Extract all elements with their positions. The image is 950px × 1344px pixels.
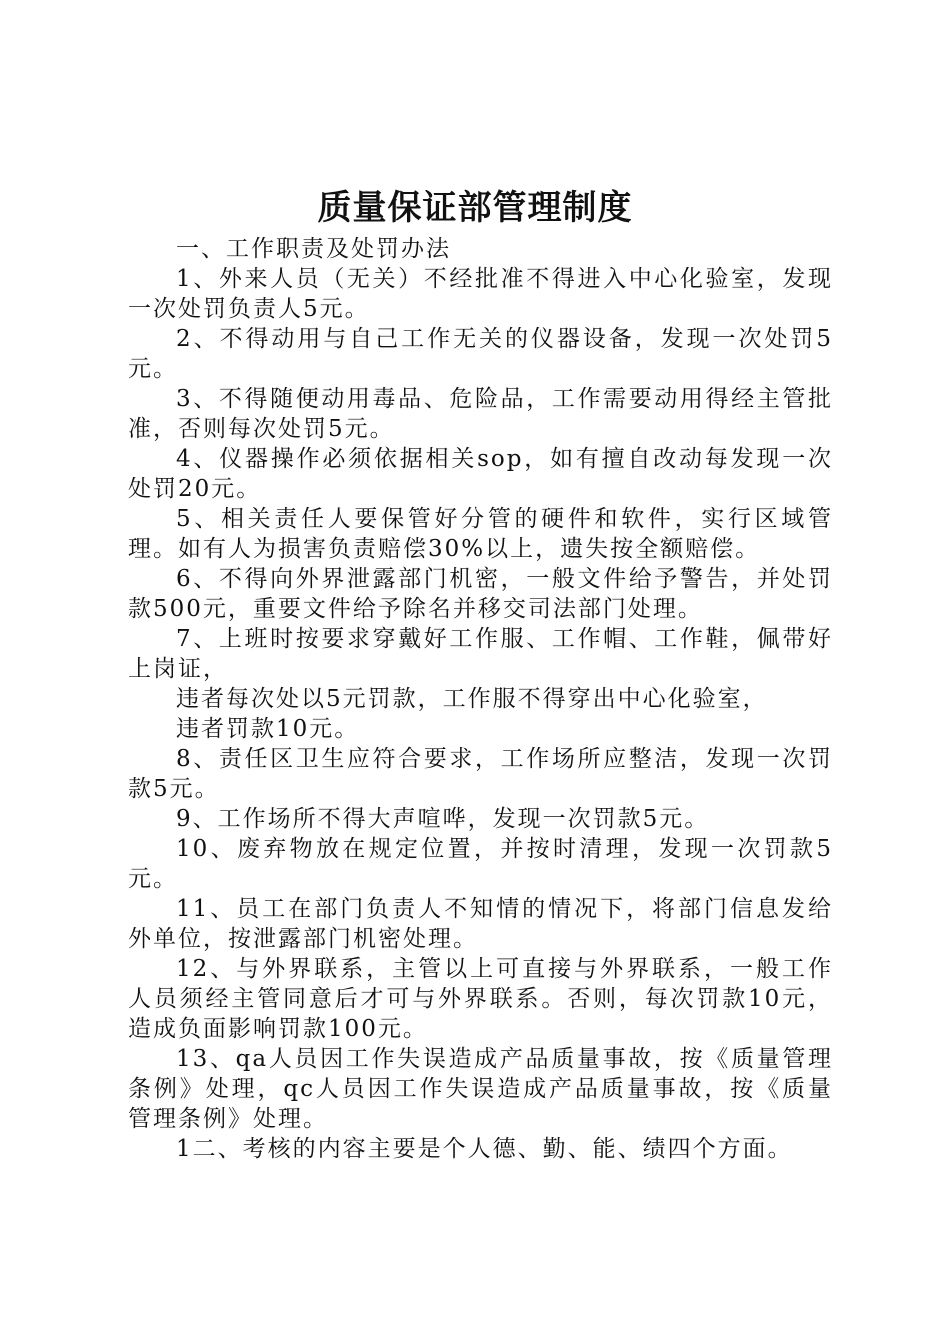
rule-item-11: 11、员工在部门负责人不知情的情况下，将部门信息发给外单位，按泄露部门机密处理。 (128, 896, 833, 952)
rule-item-9: 9、工作场所不得大声喧哗，发现一次罚款5元。 (176, 806, 710, 832)
rule-item-3: 3、不得随便动用毒品、危险品，工作需要动用得经主管批准，否则每次处罚5元。 (128, 386, 833, 442)
rule-item-2: 2、不得动用与自己工作无关的仪器设备，发现一次处罚5元。 (128, 326, 833, 382)
rule-item-7-continuation-2: 违者罚款10元。 (176, 716, 360, 742)
rule-item-8: 8、责任区卫生应符合要求，工作场所应整洁，发现一次罚款5元。 (128, 746, 833, 802)
section-heading-assessment: 1二、考核的内容主要是个人德、勤、能、绩四个方面。 (176, 1136, 793, 1162)
rule-item-12: 12、与外界联系，主管以上可直接与外界联系，一般工作人员须经主管同意后才可与外界联系。否则，每次罚款10元，造成负面影响罚款100元。 (128, 956, 833, 1042)
rule-item-7: 7、上班时按要求穿戴好工作服、工作帽、工作鞋，佩带好上岗证， (128, 626, 833, 682)
section-heading-duties: 一、工作职责及处罚办法 (176, 236, 451, 262)
rule-item-10: 10、废弃物放在规定位置，并按时清理，发现一次罚款5元。 (128, 836, 833, 892)
rule-item-13: 13、qa人员因工作失误造成产品质量事故，按《质量管理条例》处理，qc人员因工作失误造成产品质量事故，按《质量管理条例》处理。 (128, 1046, 833, 1132)
rule-item-1: 1、外来人员（无关）不经批准不得进入中心化验室，发现一次处罚负责人5元。 (128, 266, 833, 322)
rule-item-6: 6、不得向外界泄露部门机密，一般文件给予警告，并处罚款500元，重要文件给予除名并移交司法部门处理。 (128, 566, 833, 622)
rule-item-5: 5、相关责任人要保管好分管的硬件和软件，实行区域管理。如有人为损害负责赔偿30%以上，遗失按全额赔偿。 (128, 506, 833, 562)
document-title: 质量保证部管理制度 (317, 188, 633, 228)
document-body (128, 234, 833, 1164)
rule-item-4: 4、仪器操作必须依据相关sop，如有擅自改动每发现一次处罚20元。 (128, 446, 833, 502)
rule-item-7-continuation-1: 违者每次处以5元罚款，工作服不得穿出中心化验室， (176, 686, 768, 712)
